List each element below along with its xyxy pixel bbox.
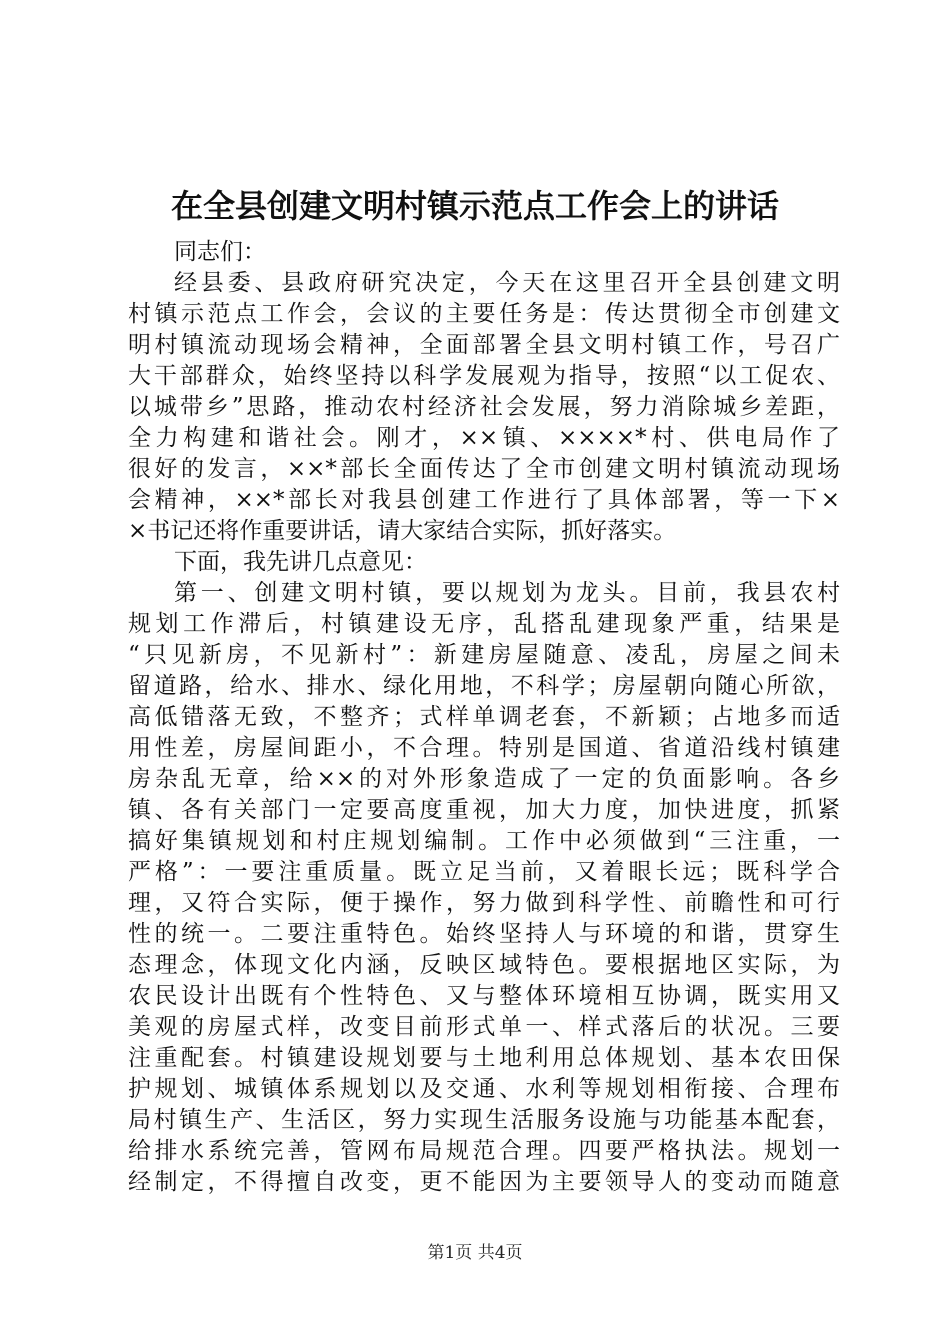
body-line: 明村镇流动现场会精神，全面部署全县文明村镇工作，号召广 [128, 332, 840, 358]
body-line: 房杂乱无章，给××的对外形象造成了一定的负面影响。各乡 [128, 766, 840, 792]
body-line: 护规划、城镇体系规划以及交通、水利等规划相衔接、合理布 [128, 1076, 840, 1102]
body-line: 村镇示范点工作会，会议的主要任务是：传达贯彻全市创建文 [128, 301, 840, 327]
body-line: ×书记还将作重要讲话，请大家结合实际，抓好落实。 [128, 518, 677, 544]
body-line: 美观的房屋式样，改变目前形式单一、样式落后的状况。三要 [128, 1014, 840, 1040]
body-line: 给排水系统完善，管网布局规范合理。四要严格执法。规划一 [128, 1138, 840, 1164]
body-line: 会精神，××*部长对我县创建工作进行了具体部署，等一下× [128, 487, 840, 513]
body-line: 镇、各有关部门一定要高度重视，加大力度，加快进度，抓紧 [128, 797, 840, 823]
salutation-line: 同志们： [174, 239, 266, 265]
body-line: 留道路，给水、排水、绿化用地，不科学；房屋朝向随心所欲， [128, 673, 840, 699]
body-line: 理，又符合实际，便于操作，努力做到科学性、前瞻性和可行 [128, 890, 840, 916]
body-line: 高低错落无致，不整齐；式样单调老套，不新颖；占地多而适 [128, 704, 840, 730]
body-line: 下面，我先讲几点意见： [174, 549, 427, 575]
document-body [128, 237, 840, 1198]
body-line: 规划工作滞后，村镇建设无序，乱搭乱建现象严重，结果是 [128, 611, 840, 637]
body-line: 大干部群众，始终坚持以科学发展观为指导，按照“以工促农、 [128, 363, 840, 389]
body-line: 态理念，体现文化内涵，反映区域特色。要根据地区实际，为 [128, 952, 840, 978]
body-line: “只见新房，不见新村”：新建房屋随意、凌乱，房屋之间未 [128, 642, 840, 668]
body-line: 很好的发言，××*部长全面传达了全市创建文明村镇流动现场 [128, 456, 840, 482]
body-line: 经县委、县政府研究决定，今天在这里召开全县创建文明 [174, 270, 840, 296]
body-line: 农民设计出既有个性特色、又与整体环境相互协调，既实用又 [128, 983, 840, 1009]
body-line: 第一、创建文明村镇，要以规划为龙头。目前，我县农村 [174, 580, 840, 606]
page-number-footer: 第1页 共4页 [427, 1243, 523, 1263]
body-line: 全力构建和谐社会。刚才，××镇、××××*村、供电局作了 [128, 425, 840, 451]
body-line: 性的统一。二要注重特色。始终坚持人与环境的和谐，贯穿生 [128, 921, 840, 947]
body-line: 经制定，不得擅自改变，更不能因为主要领导人的变动而随意 [128, 1169, 840, 1195]
body-line: 严格”：一要注重质量。既立足当前，又着眼长远；既科学合 [128, 859, 840, 885]
document-title: 在全县创建文明村镇示范点工作会上的讲话 [170, 187, 779, 225]
body-line: 用性差，房屋间距小，不合理。特别是国道、省道沿线村镇建 [128, 735, 840, 761]
body-line: 注重配套。村镇建设规划要与土地利用总体规划、基本农田保 [128, 1045, 840, 1071]
body-line: 搞好集镇规划和村庄规划编制。工作中必须做到“三注重，一 [128, 828, 840, 854]
body-line: 局村镇生产、生活区，努力实现生活服务设施与功能基本配套， [128, 1107, 840, 1133]
body-line: 以城带乡”思路，推动农村经济社会发展，努力消除城乡差距， [128, 394, 840, 420]
